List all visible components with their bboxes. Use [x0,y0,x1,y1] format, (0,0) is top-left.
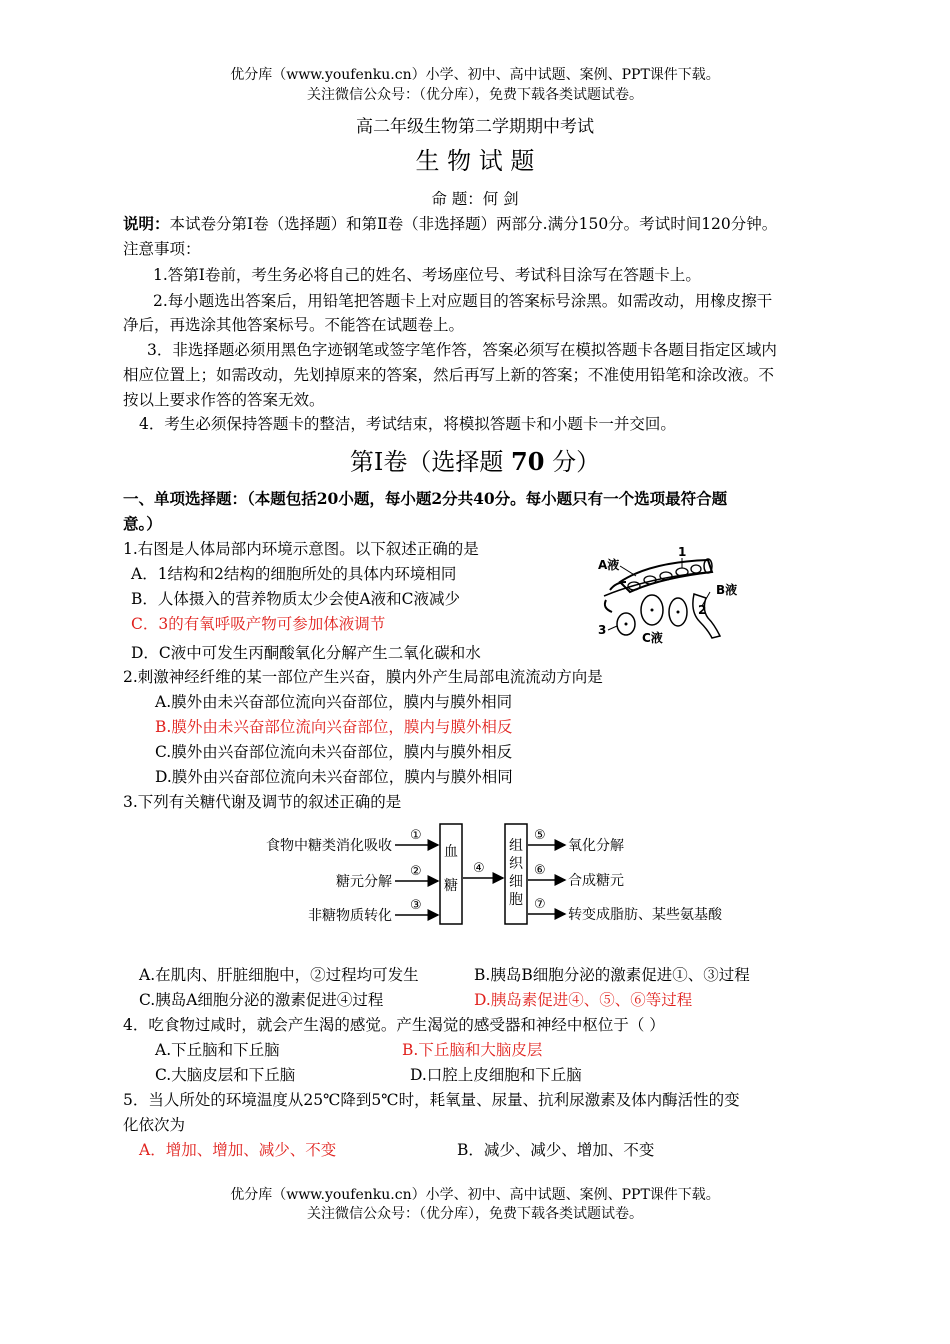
q4-stem: 4．吃食物过咸时，就会产生渴的感觉。产生渴觉的感受器和神经中枢位于（ ） [123,1016,665,1034]
section-title-prefix: 第Ⅰ卷（选择题 [349,448,512,476]
note-item-3-line-2: 相应位置上；如需改动，先划掉原来的答案，然后再写上新的答案；不准使用铅笔和涂改液。不 [123,366,775,384]
tissue-cell-char-4: 胞 [509,892,523,908]
note-item-2-line-1: 2.每小题选出答案后，用铅笔把答题卡上对应题目的答案标号涂黑。如需改动，用橡皮擦干 [153,292,773,310]
q3-sugar-metabolism-diagram [255,820,735,930]
instructions-description [123,213,777,235]
q1-option-d: D．C液中可发生丙酮酸氧化分解产生二氧化碳和水 [131,644,481,662]
q4-option-b: B.下丘脑和大脑皮层 [402,1041,543,1059]
exam-subtitle: 高二年级生物第二学期期中考试 [356,117,594,137]
diagram-output-glycogenesis: 合成糖元 [568,873,624,889]
blood-sugar-char-2: 糖 [444,878,458,894]
q2-option-a: A.膜外由未兴奋部位流向兴奋部位，膜内与膜外相同 [155,693,513,711]
description-text: 本试卷分第Ⅰ卷（选择题）和第Ⅱ卷（非选择题）两部分.满分150分。考试时间120分钟。 [169,215,778,233]
q5-stem-line-2: 化依次为 [123,1116,186,1134]
diagram-output-oxidation: 氧化分解 [568,838,624,854]
header-line-1: 优分库（www.youfenku.cn）小学、初中、高中试题、案例、PPT课件下载。 [230,67,720,83]
exam-title: 生 物 试 题 [415,147,535,175]
section-1-heading-line-2: 意。） [123,514,162,533]
note-item-2-line-2: 净后，再选涂其他答案标号。不能答在试题卷上。 [123,316,465,334]
q5-option-b: B．减少、减少、增加、不变 [457,1141,655,1159]
fig-label-1: 1 [678,545,687,559]
exam-author: 命 题：何 剑 [431,190,519,208]
tissue-cell-char-1: 组 [509,838,523,854]
q5-stem-line-1: 5．当人所处的环境温度从25℃降到5℃时，耗氧量、尿量、抗利尿激素及体内酶活性的变 [123,1091,740,1109]
notes-title: 注意事项： [123,240,201,258]
section-1-heading-line-1: 一、单项选择题：（本题包括20小题，每小题2分共40分。每小题只有一个选项最符合题 [123,489,728,508]
marker-5: ⑤ [534,828,546,843]
diagram-source-digestion: 食物中糖类消化吸收 [266,838,392,854]
note-item-3-line-3: 按以上要求作答的答案无效。 [123,391,325,409]
marker-1: ① [410,828,422,843]
q1-option-b: B．人体摄入的营养物质太少会使A液和C液减少 [131,590,460,608]
description-label: 说明： [123,214,170,233]
note-item-3-line-1: 3．非选择题必须用黑色字迹钢笔或签字笔作答，答案必须写在模拟答题卡各题目指定区域内 [147,341,777,359]
fig-label-a-liquid: A液 [598,558,620,572]
fig-label-2: 2 [698,603,707,617]
q2-stem: 2.刺激神经纤维的某一部位产生兴奋，膜内外产生局部电流流动方向是 [123,668,603,686]
tissue-cell-char-2: 织 [509,856,523,872]
q5-option-a: A．增加、增加、减少、不变 [139,1141,337,1159]
q1-option-a: A．1结构和2结构的细胞所处的具体内环境相同 [131,565,457,583]
q4-option-a: A.下丘脑和下丘脑 [155,1041,280,1059]
note-item-1: 1.答第Ⅰ卷前，考生务必将自己的姓名、考场座位号、考试科目涂写在答题卡上。 [153,266,701,284]
note-item-4: 4．考生必须保持答题卡的整洁，考试结束，将模拟答题卡和小题卡一并交回。 [139,415,676,433]
marker-2: ② [410,864,422,879]
fig-label-c-liquid: C液 [642,631,663,645]
tissue-cell-char-3: 细 [509,874,523,890]
q1-stem: 1.右图是人体局部内环境示意图。以下叙述正确的是 [123,540,479,558]
q4-option-c: C.大脑皮层和下丘脑 [155,1066,296,1084]
q3-option-a: A.在肌肉、肝脏细胞中，②过程均可发生 [139,966,419,984]
q2-option-c: C.膜外由兴奋部位流向未兴奋部位，膜内与膜外相反 [155,743,513,761]
q1-internal-environment-figure [590,542,750,652]
section-title-points: 70 [511,447,545,476]
section-title-suffix: 分） [544,448,601,476]
marker-3: ③ [410,898,422,913]
diagram-output-conversion: 转变成脂肪、某些氨基酸 [568,907,722,923]
section-1-title [0,446,950,478]
diagram-source-gluconeogenesis: 非糖物质转化 [308,908,392,924]
q3-option-b: B.胰岛B细胞分泌的激素促进①、③过程 [474,966,750,984]
marker-4: ④ [473,861,485,876]
q3-option-c: C.胰岛A细胞分泌的激素促进④过程 [139,991,384,1009]
marker-6: ⑥ [534,863,546,878]
diagram-source-glycogenolysis: 糖元分解 [336,874,392,890]
q3-option-d: D.胰岛素促进④、⑤、⑥等过程 [474,991,693,1009]
q4-option-d: D.口腔上皮细胞和下丘脑 [410,1066,582,1084]
blood-sugar-box [440,824,462,924]
header-line-2: 关注微信公众号：（优分库），免费下载各类试题试卷。 [307,87,643,103]
fig-label-3: 3 [598,623,607,637]
blood-sugar-char-1: 血 [444,844,458,860]
footer-line-1: 优分库（www.youfenku.cn）小学、初中、高中试题、案例、PPT课件下载。 [230,1187,720,1203]
footer-line-2: 关注微信公众号：（优分库），免费下载各类试题试卷。 [307,1206,643,1222]
q1-option-c: C．3的有氧呼吸产物可参加体液调节 [131,615,386,633]
q3-stem: 3.下列有关糖代谢及调节的叙述正确的是 [123,793,402,811]
q2-option-b: B.膜外由未兴奋部位流向兴奋部位，膜内与膜外相反 [155,718,513,736]
fig-label-b-liquid: B液 [716,583,738,597]
marker-7: ⑦ [534,897,546,912]
q2-option-d: D.膜外由兴奋部位流向未兴奋部位，膜内与膜外相同 [155,768,513,786]
